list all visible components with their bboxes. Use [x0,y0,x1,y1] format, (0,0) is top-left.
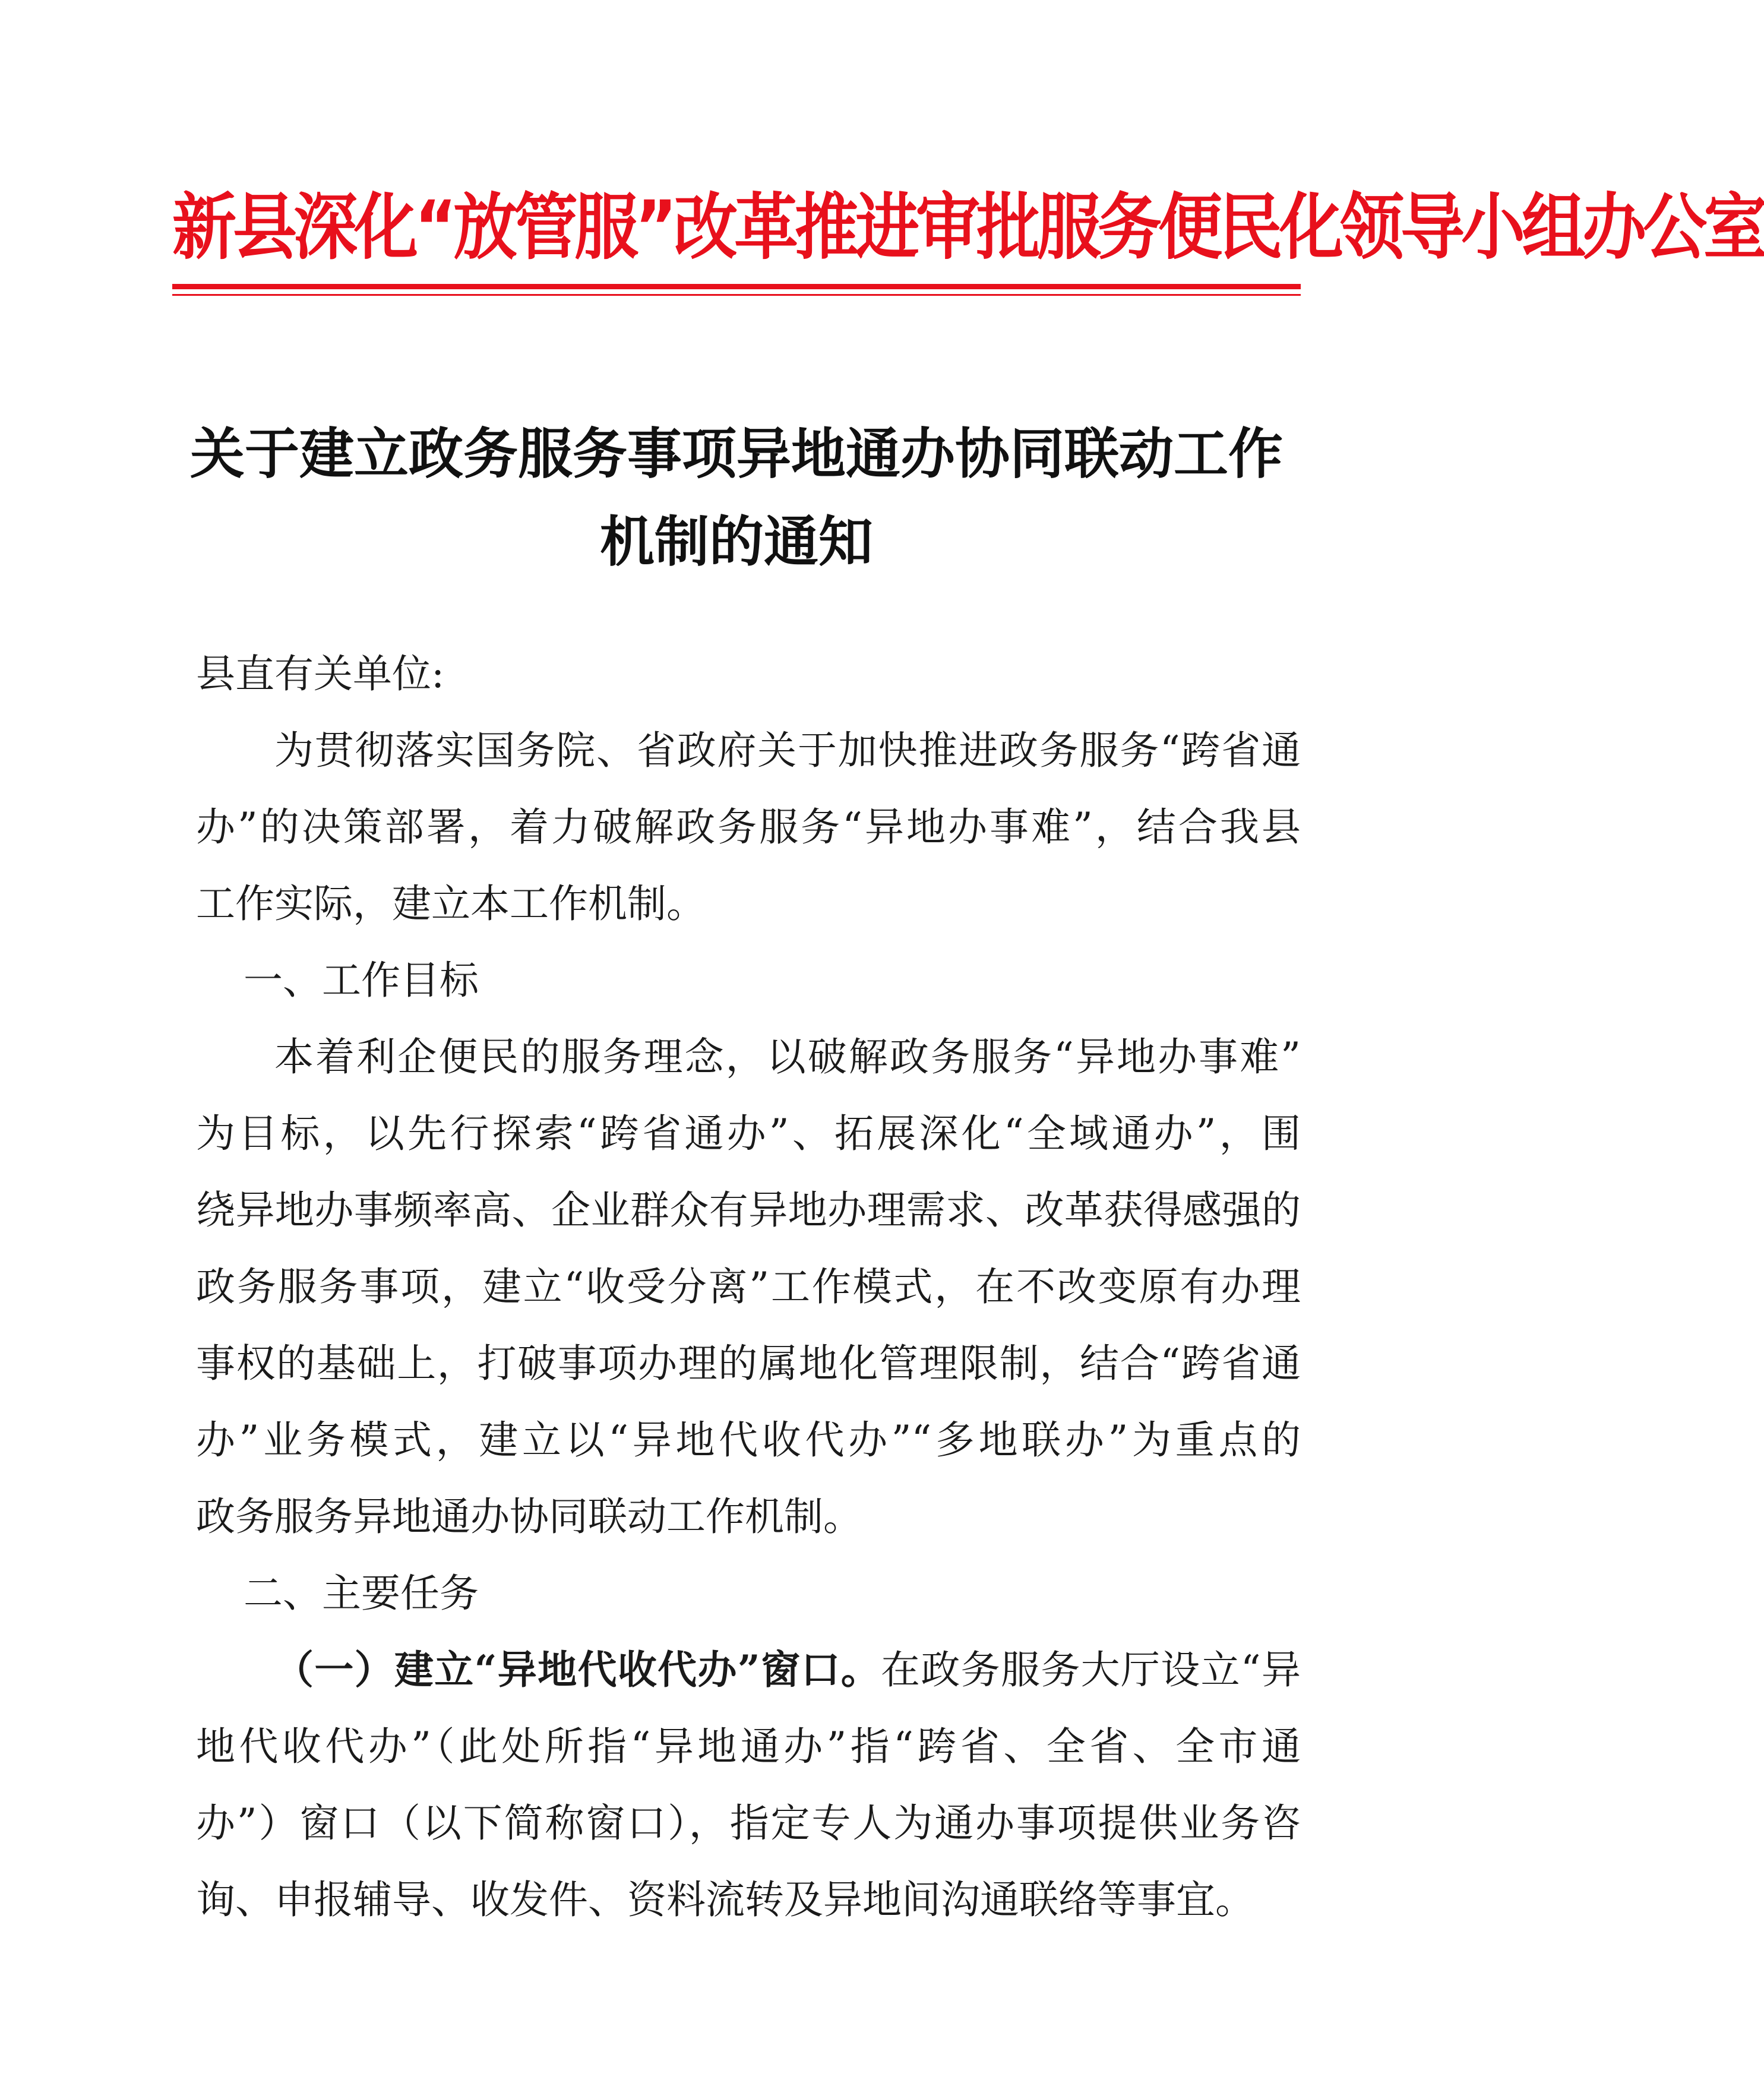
document-title [172,410,1301,586]
intro-line-2: 办”的决策部署，着力破解政务服务“异地办事难”，结合我县 [196,804,1301,850]
intro-line-1: 为贯彻落实国务院、省政府关于加快推进政务服务“跨省通 [274,728,1301,773]
section-1-line-5: 事权的基础上，打破事项办理的属地化管理限制，结合“跨省通 [196,1341,1301,1386]
intro-line-3: 工作实际，建立本工作机制。 [196,881,706,927]
task-1-first-rest: 在政务服务大厅设立“异 [881,1647,1301,1693]
section-1-line-4: 政务服务事项，建立“收受分离”工作模式，在不改变原有办理 [196,1264,1301,1310]
section-1-line-1: 本着利企便民的服务理念，以破解政务服务“异地办事难” [274,1034,1301,1080]
section-1-line-6: 办”业务模式，建立以“异地代收代办”“多地联办”为重点的 [196,1417,1301,1463]
task-1-line-4: 询、申报辅导、收发件、资料流转及异地间沟通联络等事宜。 [196,1877,1254,1923]
task-1-lead: （一）建立“异地代收代办”窗口。 [274,1646,881,1693]
section-2-heading: 二、主要任务 [244,1570,479,1616]
intro-paragraph [196,712,1301,942]
task-1-line-1 [196,1632,1301,1708]
document-body [196,636,1301,1938]
section-1-line-3: 绕异地办事频率高、企业群众有异地办理需求、改革获得感强的 [196,1187,1301,1233]
section-1-line-7: 政务服务异地通办协同联动工作机制。 [196,1494,862,1540]
section-1-line-2: 为目标，以先行探索“跨省通办”、拓展深化“全域通办”，围 [196,1111,1301,1156]
masthead-rule-thick [172,284,1301,289]
masthead-rule-thin [172,294,1301,296]
document-title-line-2: 机制的通知 [599,510,873,574]
section-1-paragraph [196,1019,1301,1555]
masthead-title: 新县深化“放管服”改革推进审批服务便民化领导小组办公室 [172,186,1764,270]
task-1-paragraph [196,1632,1301,1938]
document-title-line-1: 关于建立政务服务事项异地通办协同联动工作 [189,422,1283,486]
section-1-heading: 一、工作目标 [244,957,479,1003]
salutation: 县直有关单位: [196,651,445,697]
task-1-line-2: 地代收代办”（此处所指“异地通办”指“跨省、全省、全市通 [196,1724,1301,1769]
task-1-line-3: 办”）窗口（以下简称窗口），指定专人为通办事项提供业务咨 [196,1800,1301,1846]
